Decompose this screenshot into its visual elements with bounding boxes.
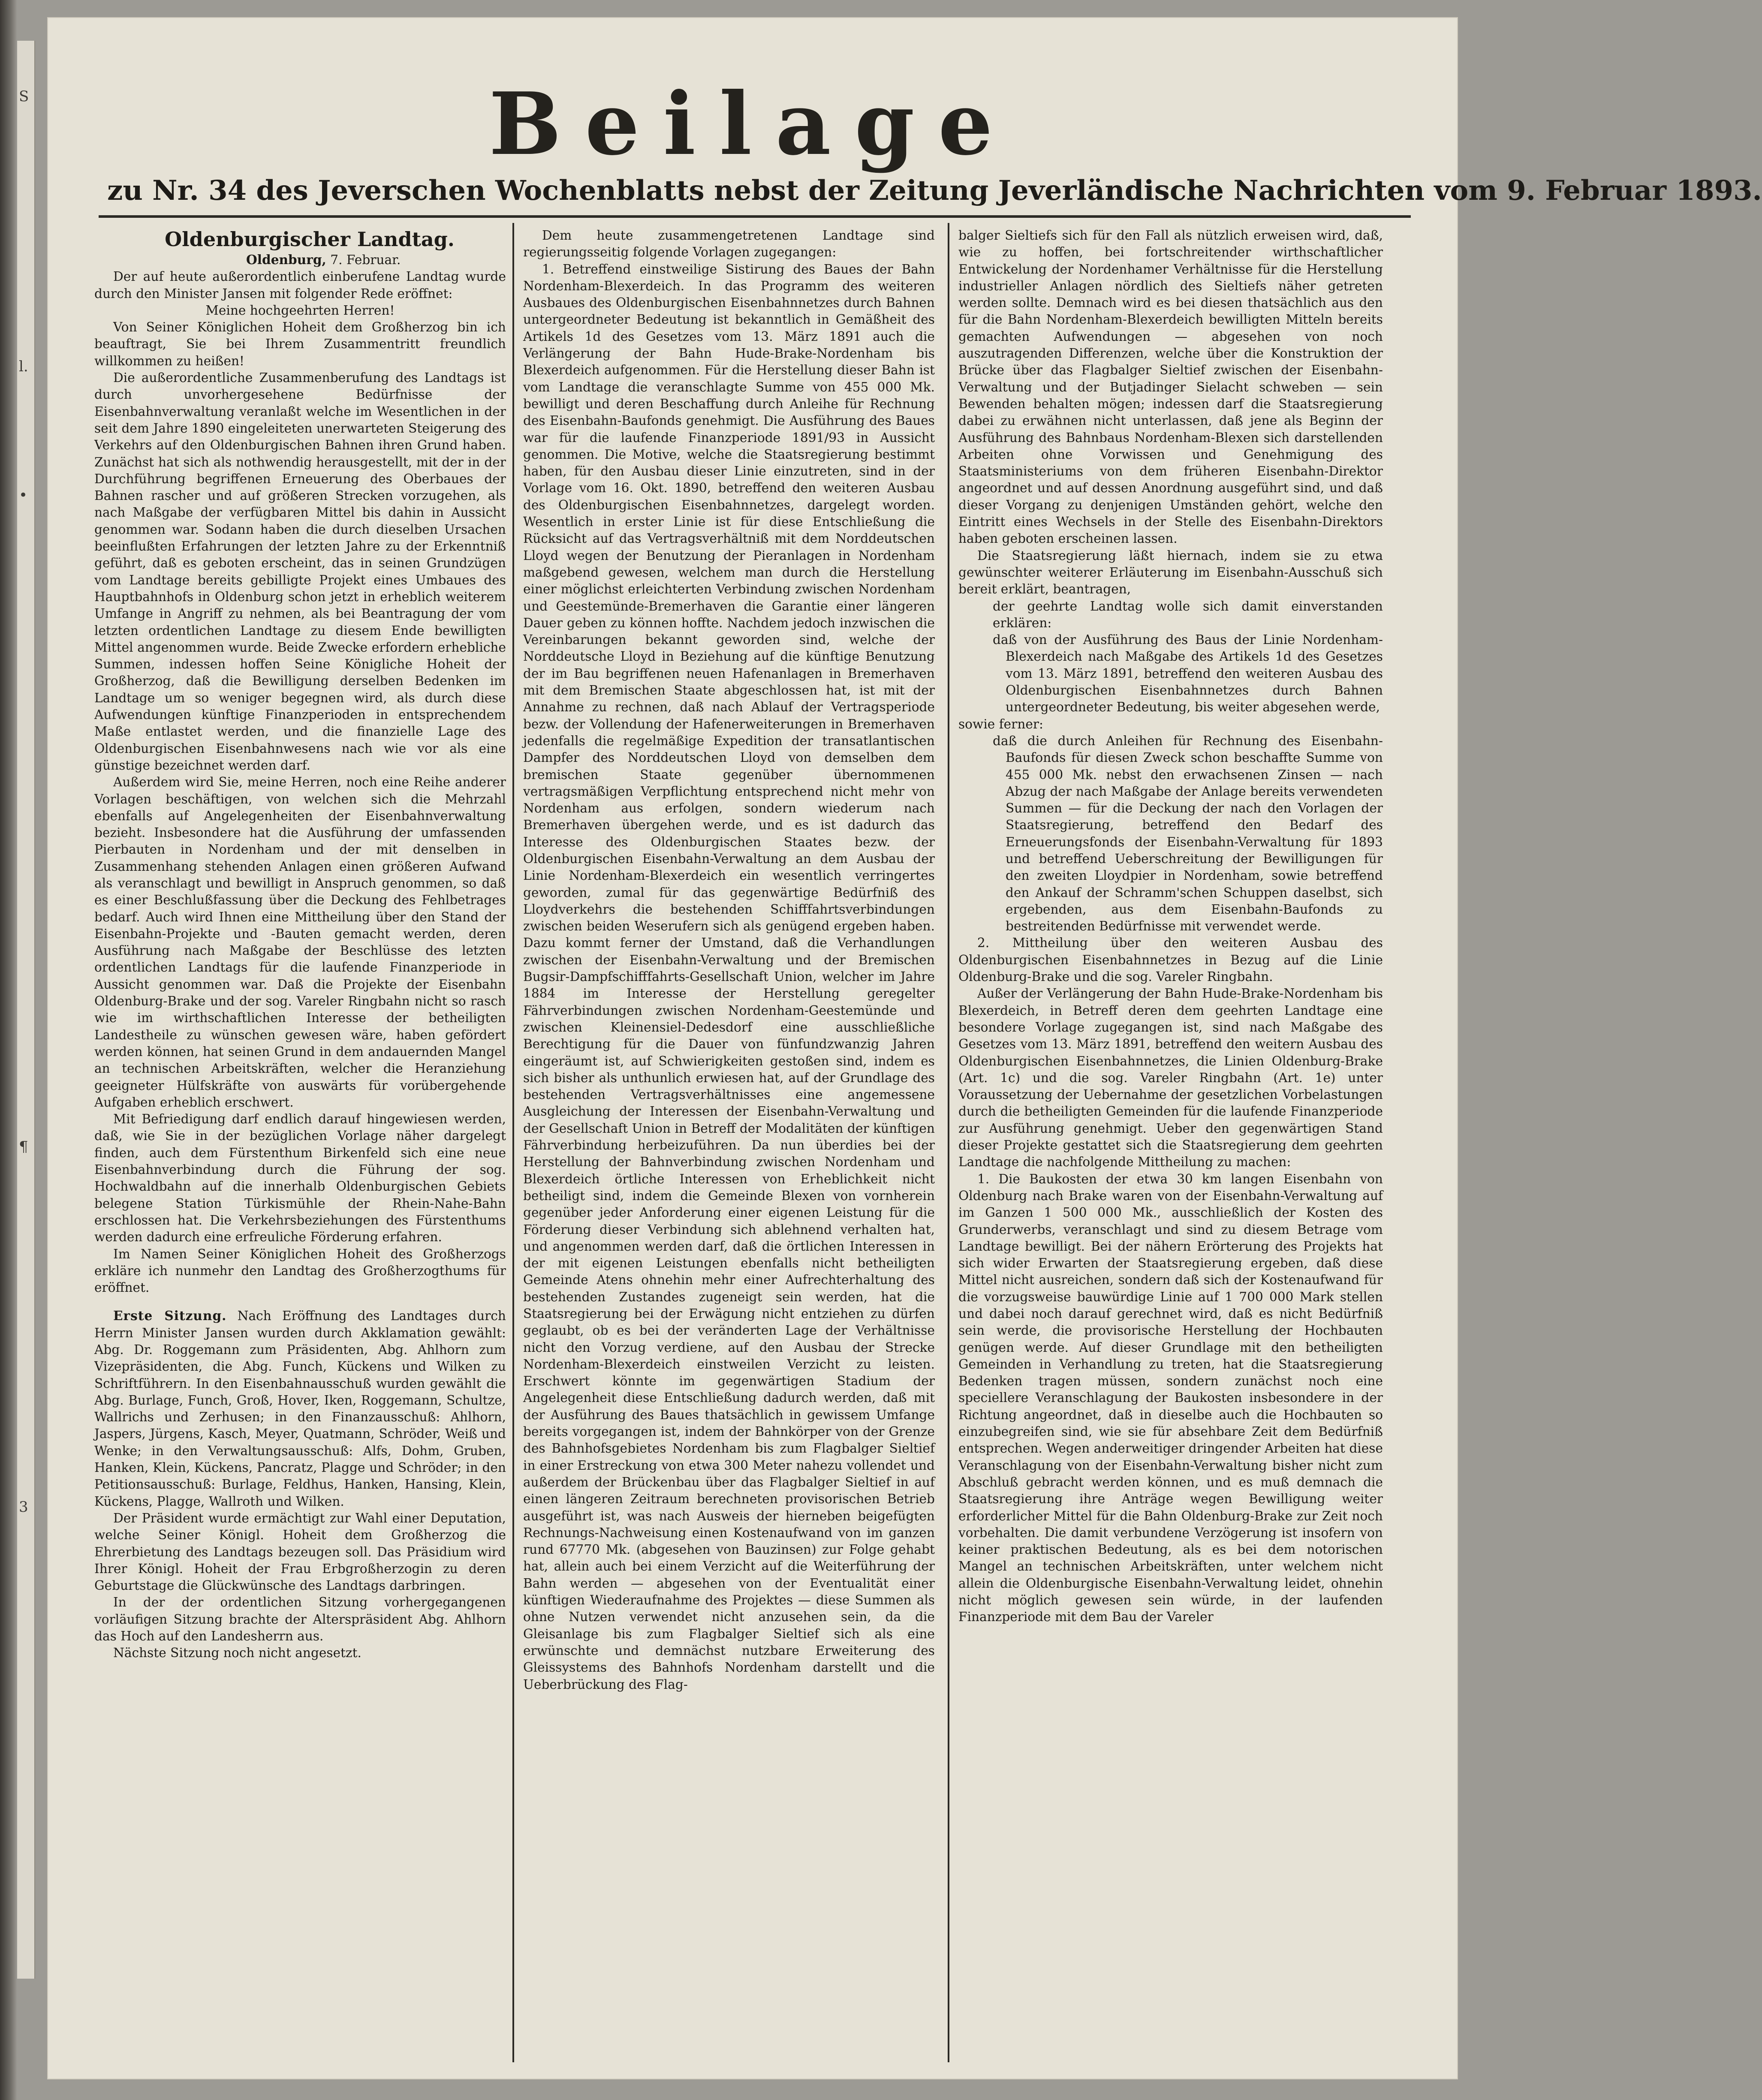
paragraph: 1. Betreffend einstweilige Sistirung des Baues der Bahn Nordenham-Blexerdeich. In das Programm des weiteren Ausbaues des Oldenburgischen Eisenbahnnetzes durch Bahnen untergeordneter Bedeutung ist bekanntlich in Gemäßheit des Artikels 1d des Gesetzes vom 13. März 1891 auch die Verlängerung der Bahn Hude-Brake-Nordenham bis Blexerdeich aufgenommen. Für die Herstellung dieser Bahn ist vom Landtage die veranschlagte Summe von 455 000 Mk. bewilligt und deren Beschaffung durch Anleihe für Rechnung des Eisenbahn-Baufonds genehmigt. Die Ausführung des Baues war für die laufende Finanzperiode 1891/93 in Aussicht genommen. Die Motive, welche die Staatsregierung bestimmt haben, für den Ausbau dieser Linie einzutreten, sind in der Vorlage vom 16. Okt. 1890, betreffend den weiteren Ausbau des Oldenburgischen Eisenbahnnetzes, dargelegt worden. Wesentlich in erster Linie ist für diese Entschließung die Rücksicht auf das Vertragsverhältniß mit dem Norddeutschen Lloyd wegen der Benutzung der Pieranlagen in Nordenham maßgebend gewesen, welchem man durch die Herstellung einer möglichst erleichterten Verbindung zwischen Nordenham und Geestemünde-Bremerhaven die Garantie einer längeren Dauer geben zu können hoffte. Nachdem jedoch inzwischen die Vereinbarungen bekannt geworden sind, welche der Norddeutsche Lloyd in Beziehung auf die künftige Benutzung der im Bau begriffenen neuen Hafenanlagen in Bremerhaven mit dem Bremischen Staate abgeschlossen hat, ist mit der Annahme zu rechnen, daß nach Ablauf der Vertragsperiode bezw. der Vollendung der Hafenerweiterungen in Bremerhaven jedenfalls die regelmäßige Expedition der transatlantischen Dampfer des Norddeutschen Lloyd von demselben dem bremischen Staate gegenüber übernommenen vertragsmäßigen Verpflichtung entsprechend nicht mehr von Nordenham aus erfolgen, sondern wiederum nach Bremerhaven übergehen werde, und es ist dadurch das Interesse des Oldenburgischen Staates bezw. der Oldenburgischen Eisenbahn-Verwaltung an dem Ausbau der Linie Nordenham-Blexerdeich ein wesentlich verringertes geworden, zumal für das gegenwärtige Bedürfniß des Lloydverkehrs die bestehenden Schifffahrtsverbindungen zwischen beiden Weserufern sich als genügend ergeben haben. Dazu kommt ferner der Umstand, daß die Verhandlungen zwischen der Eisenbahn-Verwaltung und der Bremischen Bugsir-Dampfschifffahrts-Gesellschaft Union, welcher im Jahre 1884 im Interesse der Herstellung geregelter Fährverbindungen zwischen Nordenham-Geestemünde und zwischen Kleinensiel-Dedesdorf eine ausschließliche Berechtigung für die Dauer von fünfundzwanzig Jahren eingeräumt ist, auf Schwierigkeiten gestoßen sind, indem es sich bisher als unthunlich erwiesen hat, auf der Grundlage des bestehenden Vertragsverhältnisses eine angemessene Ausgleichung der Interessen der Eisenbahn-Verwaltung und der Gesellschaft Union in Betreff der Modalitäten der künftigen Fährverbindung herbeizuführen. Da nun überdies bei der Herstellung der Bahnverbindung zwischen Nordenham und Blexerdeich örtliche Interessen von Erheblichkeit nicht betheiligt sind, indem die Gemeinde Blexen von vornherein gegenüber jeder Anforderung einer eigenen Leistung für die Förderung dieser Verbindung sich ablehnend verhalten hat, und angenommen werden darf, daß die örtlichen Interessen in der mit eigenen Leistungen ebenfalls nicht betheiligten Gemeinde Atens ohnehin mehr einer Aufrechterhaltung des bestehenden Zustandes zugeneigt sein werden, hat die Staatsregierung bei der Erwägung nicht entziehen zu dürfen geglaubt, ob es bei der veränderten Lage der Verhältnisse nicht den Vorzug verdiene, auf den Ausbau der Strecke Nordenham-Blexerdeich einstweilen Verzicht zu leisten. Erschwert könnte im gegenwärtigen Stadium der Angelegenheit diese Entschließung dadurch werden, daß mit der Ausführung des Baues thatsächlich in gewissem Umfange bereits vorgegangen ist, indem der Bahnkörper von der Grenze des Bahnhofsgebietes Nordenham bis zum Flagbalger Sieltief in einer Erstreckung von etwa 300 Meter nahezu vollendet und außerdem der Brückenbau über das Flagbalger Sieltief in auf einen längeren Zeitraum berechneten provisorischen Betrieb ausgeführt ist, was nach Ausweis der hierneben beigefügten Rechnungs-Nachweisung einen Kostenaufwand von im ganzen rund 67770 Mk. (abgesehen von Bauzinsen) zur Folge gehabt hat, allein auch bei einem Verzicht auf die Weiterführung der Bahn werden — abgesehen von der Eventualität einer künftigen Wiederaufnahme des Projektes — diese Summen als ohne Nutzen verwendet nicht anzusehen sein, da die Gleisanlage bis zum Flagbalger Sieltief sich als eine erwünschte und demnächst nutzbare Erweiterung des Gleissystems des Bahnhofs Nordenham darstellt und die Ueberbrückung des Flag- [523,262,935,1692]
paragraph: Der Präsident wurde ermächtigt zur Wahl einer Deputation, welche Seiner Königl. Hoheit dem Großherzog die Ehrerbietung des Landtags bezeugen soll. Das Präsidium wird Ihrer Königl. Hoheit der Frau Erbgroßherzogin zu deren Geburtstage die Glückwünsche des Landtags darbringen. [94,1510,506,1593]
salutation: Meine hochgeehrten Herren! [205,303,395,318]
section-lead: Erste Sitzung. [113,1308,227,1324]
paragraph: Außer der Verlängerung der Bahn Hude-Brake-Nordenham bis Blexerdeich, in Betreff deren dem geehrten Landtage eine besondere Vorlage zugegangen ist, sind nach Maßgabe des Gesetzes vom 13. März 1891, betreffend den weitern Ausbau des Oldenburgischen Eisenbahnnetzes, die Linien Oldenburg-Brake (Art. 1c) und die sog. Vareler Ringbahn (Art. 1e) unter Voraussetzung der Uebernahme der gesetzlichen Vorbelastungen durch die betheiligten Gemeinden für die laufende Finanzperiode zur Ausführung genehmigt. Ueber den gegenwärtigen Stand dieser Projekte gestattet sich die Staatsregierung dem geehrten Landtage die nachfolgende Mittheilung zu machen: [958,986,1383,1170]
paragraph: In der der ordentlichen Sitzung vorhergegangenen vorläufigen Sitzung brachte der Alterspräsident Abg. Ahlhorn das Hoch auf den Landesherrn aus. [94,1595,506,1644]
page-subtitle: zu Nr. 34 des Jeverschen Wochenblatts nebst der Zeitung Jeverländische Nachrichten vom 9. Februar 1893. [107,174,1762,207]
paragraph [94,1307,506,1510]
paragraph: 2. Mittheilung über den weiteren Ausbau des Oldenburgischen Eisenbahnnetzes in Bezug auf die Linie Oldenburg-Brake und die sog. Vareler Ringbahn. [958,936,1383,984]
dateline-date: 7. Februar. [330,253,401,267]
edge-mark: • [19,487,28,504]
paragraph: Dem heute zusammengetretenen Landtage sind regierungsseitig folgende Vorlagen zugegangen: [523,228,935,260]
column-3 [958,227,1383,2058]
spacer [94,1296,506,1307]
newspaper-page [47,17,1762,2079]
article-heading: Oldenburgischer Landtag. [165,228,455,251]
paragraph: Von Seiner Königlichen Hoheit dem Großherzog bin ich beauftragt, Sie bei Ihrem Zusammentritt freundlich willkommen zu heißen! [94,320,506,368]
edge-mark: l. [19,358,28,375]
column-rule [948,223,949,2062]
header-rule [99,215,1411,218]
paragraph: der geehrte Landtag wolle sich damit einverstanden erklären: [993,599,1383,630]
column-2 [523,227,935,2058]
paragraph: Im Namen Seiner Königlichen Hoheit des Großherzogs erkläre ich nunmehr den Landtag des Großherzogthums für eröffnet. [94,1246,506,1295]
paragraph: daß die durch Anleihen für Rechnung des Eisenbahn-Baufonds für diesen Zweck schon beschaffte Summe von 455 000 Mk. nebst den erwachsenen Zinsen — nach Abzug der nach Maßgabe der Anlage bereits verwendeten Summen — für die Deckung der nach den Vorlagen der Staatsregierung, betreffend den Bedarf des Erneuerungsfonds der Eisenbahn-Verwaltung für 1893 und betreffend Ueberschreitung der Bewilligungen für den zweiten Lloydpier in Nordenham, sowie betreffend den Ankauf der Schramm'schen Schuppen daselbst, sich ergebenden, aus dem Eisenbahn-Baufonds zu bestreitenden Bedürfnisse mit verwendet werde. [993,733,1383,934]
previous-page-edge [17,41,35,1979]
edge-mark: S [19,88,29,105]
paragraph: Nächste Sitzung noch nicht angesetzt. [113,1646,361,1661]
paragraph: Mit Befriedigung darf endlich darauf hingewiesen werden, daß, wie Sie in der bezüglichen Vorlage näher dargelegt finden, auch dem Fürstenthum Birkenfeld sich eine neue Eisenbahnverbindung durch die Führung der sog. Hochwaldbahn auf die innerhalb Oldenburgischen Gebiets belegene Station Türkismühle der Rhein-Nahe-Bahn erschlossen hat. Die Verkehrsbeziehungen des Fürstenthums werden dadurch eine erfreuliche Förderung erfahren. [94,1112,506,1245]
dateline [94,251,506,268]
dateline-place: Oldenburg, [246,252,326,267]
paragraph: Der auf heute außerordentlich einberufene Landtag wurde durch den Minister Jansen mit folgender Rede eröffnet: [94,269,506,301]
paragraph: sowie ferner: [958,716,1044,731]
scan-edge [0,0,17,2100]
paragraph: balger Sieltiefs sich für den Fall als nützlich erweisen wird, daß, wie zu hoffen, bei fortschreitender wirthschaftlicher Entwickelung der Nordenhamer Verhältnisse für die Herstellung industrieller Anlagen nördlich des Sieltiefs näher getreten werden sollte. Demnach wird es bei diesen thatsächlich aus den für die Bahn Nordenham-Blexerdeich bewilligten Mitteln bereits gemachten Aufwendungen — abgesehen von noch auszutragenden Differenzen, welche über die Konstruktion der Brücke über das Flagbalger Sieltief zwischen der Eisenbahn-Verwaltung und der Butjadinger Sielacht schweben — sein Bewenden behalten mögen; indessen darf die Staatsregierung dabei zu erwähnen nicht unterlassen, daß jene als Beginn der Ausführung des Bahnbaus Nordenham-Blexen sich darstellenden Arbeiten ohne Vorwissen und Genehmigung des Staatsministeriums von dem früheren Eisenbahn-Direktor angeordnet und auf dessen Anordnung ausgeführt sind, und daß dieser Vorgang zu denjenigen Umständen gehört, welche den Eintritt eines Wechsels in der Stelle des Eisenbahn-Direktors haben geboten erscheinen lassen. [958,228,1383,546]
paragraph: daß von der Ausführung des Baus der Linie Nordenham-Blexerdeich nach Maßgabe des Artikels 1d des Gesetzes vom 13. März 1891, betreffend den weiteren Ausbau des Oldenburgischen Eisenbahnnetzes durch Bahnen untergeordneter Bedeutung, bis weiter abgesehen werde, [993,632,1383,715]
column-rule [512,223,514,2062]
edge-mark: 3 [19,1498,28,1516]
paragraph: Die Staatsregierung läßt hiernach, indem sie zu etwa gewünschter weiterer Erläuterung im Eisenbahn-Ausschuß sich bereit erklärt, beantragen, [958,548,1383,597]
edge-mark: ¶ [19,1138,28,1155]
paragraph-text: Nach Eröffnung des Landtages durch Herrn Minister Jansen wurden durch Akklamation gewählt: Abg. Dr. Roggemann zum Präsidenten, Abg. Ahlhorn zum Vizepräsidenten, die Abg. Funch, Kückens und Wilken zu Schriftführern. In den Eisenbahnausschuß wurden gewählt die Abg. Burlage, Funch, Groß, Hover, Iken, Roggemann, Schultze, Wallrichs und Zerhusen; in den Finanzausschuß: Ahlhorn, Jaspers, Jürgens, Kasch, Meyer, Quatmann, Schröder, Weiß und Wenke; in den Verwaltungsausschuß: Alfs, Dohm, Gruben, Hanken, Klein, Kückens, Pancratz, Plagge und Schröder; in den Petitionsausschuß: Burlage, Feldhus, Hanken, Hansing, Klein, Kückens, Plagge, Wallroth und Wilken. [94,1309,506,1509]
paragraph: 1. Die Baukosten der etwa 30 km langen Eisenbahn von Oldenburg nach Brake waren von der Eisenbahn-Verwaltung auf im Ganzen 1 500 000 Mk., ausschließlich der Kosten des Grunderwerbs, veranschlagt und sind zu diesem Betrage vom Landtage bewilligt. Bei der nähern Erörterung des Projekts hat sich wider Erwarten der Staatsregierung ergeben, daß diese Mittel nicht ausreichen, sondern daß sich der Kostenaufwand für die vorzugsweise bauwürdige Linie auf 1 700 000 Mark stellen und dabei noch darauf gerechnet wird, daß es nicht Bedürfniß sein werde, die provisorische Herstellung der Hochbauten genügen werde. Auf dieser Grundlage mit den betheiligten Gemeinden in Verhandlung zu treten, hat die Staatsregierung Bedenken tragen müssen, sondern zunächst noch eine speciellere Veranschlagung der Baukosten insbesondere in der Richtung angeordnet, daß in dieselbe auch die Hochbauten so einzubegreifen sind, wie sie für absehbare Zeit dem Bedürfniß entsprechen. Wegen anderweitiger dringender Arbeiten hat diese Veranschlagung von der Eisenbahn-Verwaltung bisher nicht zum Abschluß gebracht werden können, und es muß demnach die Staatsregierung ihre Anträge wegen Bewilligung weiter erforderlicher Mittel für die Bahn Oldenburg-Brake zur Zeit noch vorbehalten. Die damit verbundene Verzögerung ist insofern von keiner praktischen Bedeutung, als es bei dem notorischen Mangel an technischen Arbeitskräften, unter welchem nicht allein die Oldenburgische Eisenbahn-Verwaltung leidet, ohnehin nicht möglich gewesen sein würde, in der laufenden Finanzperiode mit dem Bau der Vareler [958,1171,1383,1625]
paragraph: Außerdem wird Sie, meine Herren, noch eine Reihe anderer Vorlagen beschäftigen, von welchen sich die Mehrzahl ebenfalls auf Angelegenheiten der Eisenbahnverwaltung bezieht. Insbesondere hat die Ausführung der umfassenden Pierbauten in Nordenham und der mit denselben in Zusammenhang stehenden Anlagen einen größeren Aufwand als veranschlagt und bewilligt in Anspruch genommen, so daß es einer Beschlußfassung über die Deckung des Fehlbetrages bedarf. Auch wird Ihnen eine Mittheilung über den Stand der Eisenbahn-Projekte und -Bauten gemacht werden, deren Ausführung nach Maßgabe der Beschlüsse des letzten ordentlichen Landtags für die laufende Finanzperiode in Aussicht genommen war. Daß die Projekte der Eisenbahn Oldenburg-Brake und der sog. Vareler Ringbahn nicht so rasch wie im wirthschaftlichen Interesse der betheiligten Landestheile zu wünschen gewesen wäre, haben gefördert werden können, hat seinen Grund in dem andauernden Mangel an technischen Arbeitskräften, welcher die Heranziehung geeigneter Hülfskräfte von auswärts für vorübergehende Aufgaben erheblich erschwert. [94,775,506,1110]
column-1 [94,227,506,2058]
page-title: Beilage [489,74,1016,174]
paragraph: Die außerordentliche Zusammenberufung des Landtags ist durch unvorhergesehene Bedürfnisse der Eisenbahnverwaltung veranlaßt welche im Wesentlichen in der seit dem Jahre 1890 eingeleiteten unerwarteten Steigerung des Verkehrs auf den Oldenburgischen Bahnen ihren Grund haben. Zunächst hat sich als nothwendig herausgestellt, mit der in der Durchführung begriffenen Erneuerung des Oberbaues der Bahnen rascher und auf größeren Strecken vorzugehen, als nach Maßgabe der verfügbaren Mittel bis dahin in Aussicht genommen war. Sodann haben die durch dieselben Ursachen beeinflußten Erfahrungen der letzten Jahre zu der Erkenntniß geführt, daß es geboten erscheint, das in seinen Grundzügen vom Landtage bereits gebilligte Projekt eines Umbaues des Hauptbahnhofs in Oldenburg schon jetzt in erheblich weiterem Umfange in Angriff zu nehmen, als bei Beantragung der vom letzten ordentlichen Landtage zu diesem Ende bewilligten Mittel angenommen wurde. Beide Zwecke erfordern erhebliche Summen, indessen hoffen Seine Königliche Hoheit der Großherzog, daß die Bewilligung derselben Bedenken im Landtage um so weniger begegnen wird, als durch diese Aufwendungen künftige Finanzperioden in entsprechendem Maße entlastet werden, und die finanzielle Lage des Oldenburgischen Eisenbahnwesens nach wie vor als eine günstige bezeichnet werden darf. [94,370,506,773]
